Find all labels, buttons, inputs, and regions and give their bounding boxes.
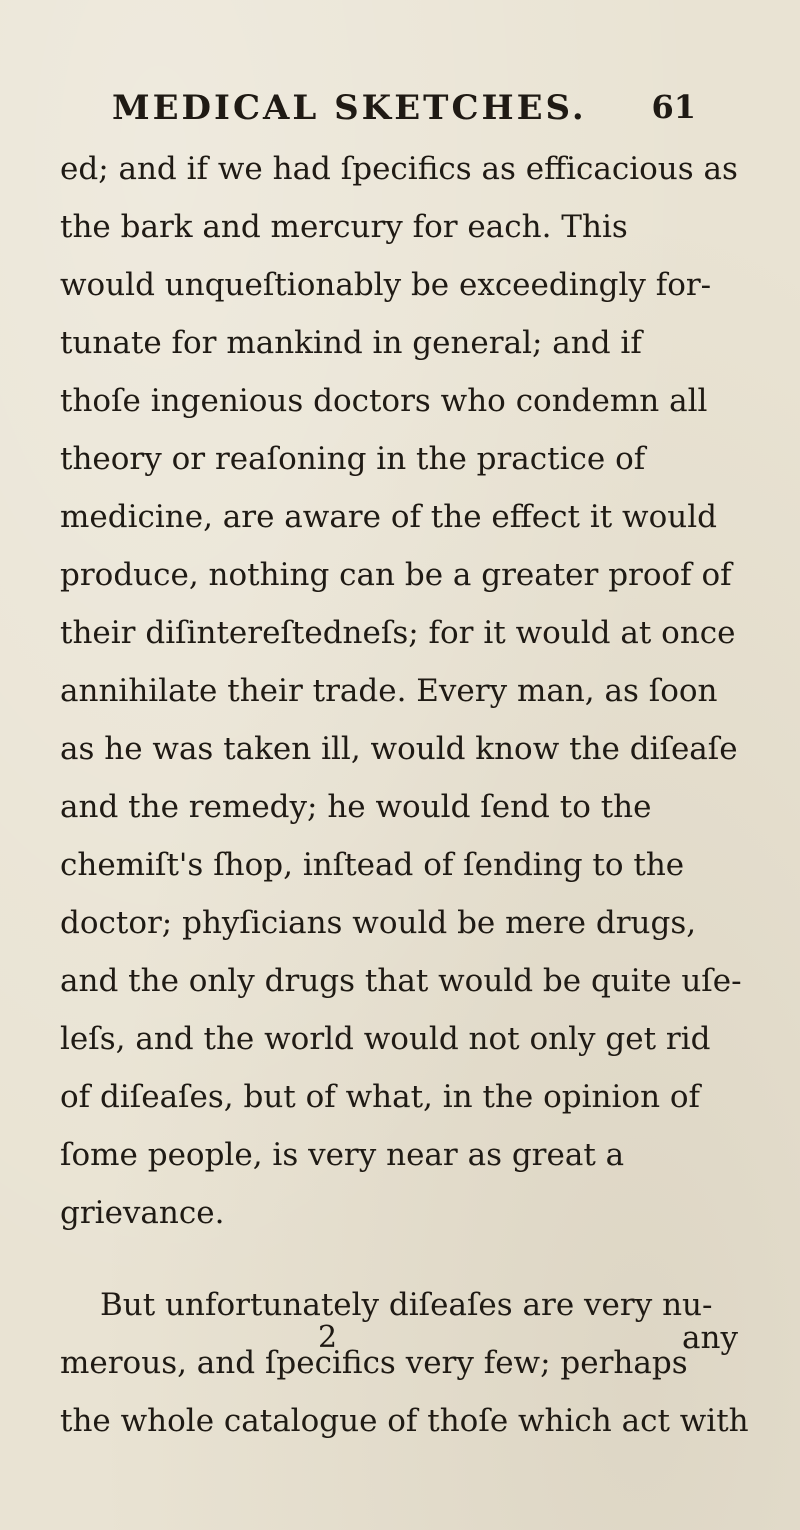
paragraph-gap: [60, 1242, 772, 1276]
text-line: of diſeaſes, but of what, in the opinion of: [60, 1079, 701, 1115]
text-line: their diſintereſtedneſs; for it would at once: [60, 615, 736, 651]
text-line: merous, and ſpecifics very few; perhaps: [60, 1345, 688, 1381]
text-line: would unqueſtionably be exceedingly for-: [60, 267, 712, 303]
text-line: the whole catalogue of thoſe which act with: [60, 1403, 749, 1439]
text-line: ſome people, is very near as great a: [60, 1137, 625, 1173]
running-head-title: MEDICAL SKETCHES.: [112, 88, 587, 128]
text-line: and the remedy; he would ſend to the: [60, 789, 652, 825]
text-line: grievance.: [60, 1195, 225, 1231]
paragraph-1: [60, 140, 772, 1242]
running-head: [112, 88, 696, 132]
text-line: the bark and mercury for each. This: [60, 209, 628, 245]
signature-mark: 2: [318, 1320, 338, 1355]
text-line: produce, nothing can be a greater proof of: [60, 557, 732, 593]
catchword: any: [682, 1320, 738, 1356]
text-line: ed; and if we had ſpecifics as efficacious as: [60, 151, 738, 187]
text-line: leſs, and the world would not only get rid: [60, 1021, 711, 1057]
page-number: 61: [651, 88, 696, 126]
text-line: as he was taken ill, would know the diſeaſe: [60, 731, 738, 767]
text-line: But unfortunately diſeaſes are very nu-: [100, 1287, 713, 1323]
body-text: [60, 140, 772, 1450]
text-line: medicine, are aware of the effect it would: [60, 499, 717, 535]
text-line: chemiſt's ſhop, inſtead of ſending to the: [60, 847, 685, 883]
text-line: and the only drugs that would be quite uſe-: [60, 963, 742, 999]
text-line: tunate for mankind in general; and if: [60, 325, 642, 361]
page-footer: [60, 1320, 772, 1370]
text-line: theory or reaſoning in the practice of: [60, 441, 646, 477]
text-line: doctor; phyſicians would be mere drugs,: [60, 905, 697, 941]
text-line: thoſe ingenious doctors who condemn all: [60, 383, 708, 419]
text-line: annihilate their trade. Every man, as ſoon: [60, 673, 718, 709]
